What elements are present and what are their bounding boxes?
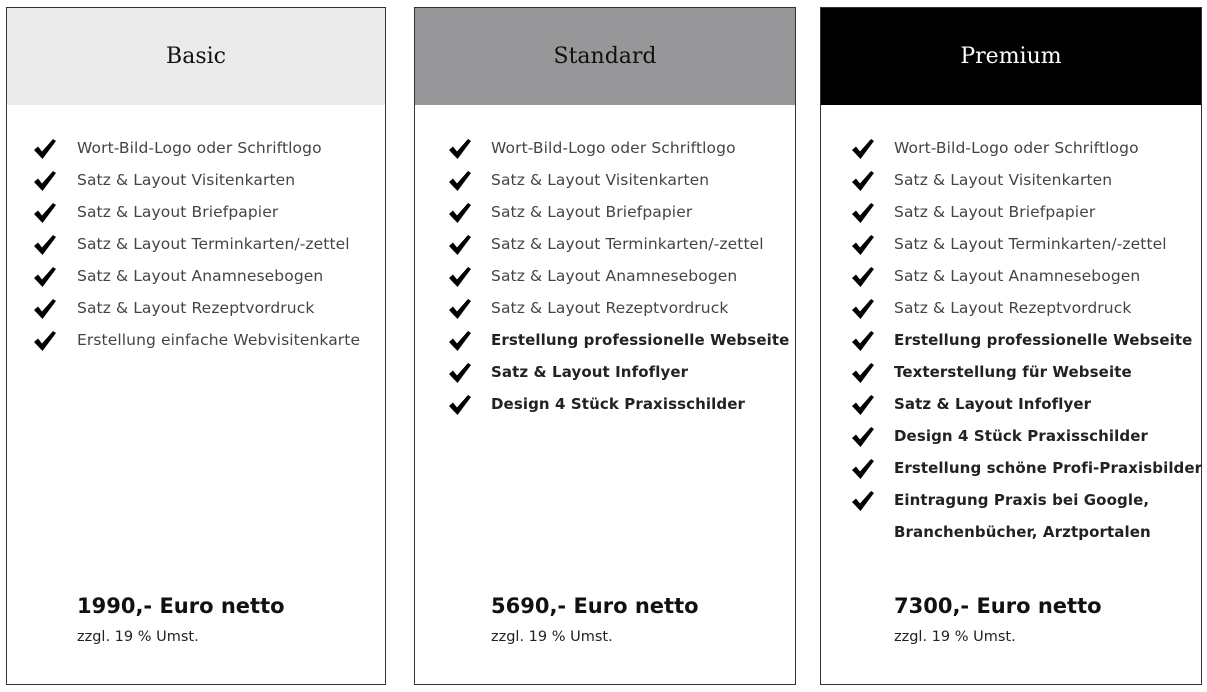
feature-list — [415, 136, 795, 424]
plan-card-basic — [6, 7, 386, 685]
checkmark-icon — [448, 170, 472, 192]
price: 5690,- Euro netto — [491, 594, 699, 618]
checkmark-icon — [33, 170, 57, 192]
feature-item — [7, 264, 385, 296]
checkmark-icon — [448, 266, 472, 288]
feature-list — [7, 136, 385, 360]
checkmark-icon — [851, 170, 875, 192]
plan-title: Premium — [960, 44, 1062, 69]
feature-item — [7, 328, 385, 360]
feature-item — [821, 232, 1201, 264]
feature-item — [821, 328, 1201, 360]
plan-card-standard — [414, 7, 796, 685]
checkmark-icon — [448, 202, 472, 224]
feature-item — [7, 200, 385, 232]
price: 1990,- Euro netto — [77, 594, 285, 618]
checkmark-icon — [851, 298, 875, 320]
plan-title: Standard — [553, 44, 657, 69]
checkmark-icon — [851, 202, 875, 224]
feature-text: Erstellung professionelle Webseite — [894, 331, 1193, 349]
feature-text: Satz & Layout Anamnesebogen — [491, 267, 738, 285]
feature-text: Satz & Layout Visitenkarten — [894, 171, 1113, 189]
feature-item — [821, 136, 1201, 168]
feature-item — [821, 456, 1201, 488]
plan-header — [415, 8, 795, 105]
feature-item — [7, 232, 385, 264]
feature-item — [821, 424, 1201, 456]
feature-text: Satz & Layout Visitenkarten — [491, 171, 710, 189]
feature-item — [415, 168, 795, 200]
feature-item — [7, 136, 385, 168]
feature-item — [821, 360, 1201, 392]
feature-item — [821, 200, 1201, 232]
feature-text: Branchenbücher, Arztportalen — [894, 523, 1151, 541]
checkmark-icon — [33, 330, 57, 352]
checkmark-icon — [851, 266, 875, 288]
feature-text: Eintragung Praxis bei Google, — [894, 491, 1150, 509]
checkmark-icon — [851, 490, 875, 512]
checkmark-icon — [851, 426, 875, 448]
feature-item — [7, 296, 385, 328]
checkmark-icon — [33, 234, 57, 256]
feature-text: Satz & Layout Anamnesebogen — [77, 267, 324, 285]
feature-text: Satz & Layout Visitenkarten — [77, 171, 296, 189]
feature-text: Wort-Bild-Logo oder Schriftlogo — [894, 139, 1139, 157]
feature-text: Satz & Layout Terminkarten/-zettel — [894, 235, 1167, 253]
feature-item — [415, 200, 795, 232]
price: 7300,- Euro netto — [894, 594, 1102, 618]
feature-text: Satz & Layout Infoflyer — [894, 395, 1092, 413]
feature-text: Satz & Layout Rezeptvordruck — [894, 299, 1132, 317]
feature-text: Satz & Layout Infoflyer — [491, 363, 689, 381]
feature-item — [415, 232, 795, 264]
feature-list — [821, 136, 1201, 552]
checkmark-icon — [448, 362, 472, 384]
feature-text: Design 4 Stück Praxisschilder — [894, 427, 1148, 445]
tax-note: zzgl. 19 % Umst. — [77, 629, 199, 645]
feature-text: Satz & Layout Briefpapier — [491, 203, 693, 221]
feature-item — [415, 264, 795, 296]
checkmark-icon — [33, 202, 57, 224]
feature-text: Satz & Layout Terminkarten/-zettel — [77, 235, 350, 253]
feature-item — [415, 360, 795, 392]
feature-text: Erstellung schöne Profi-Praxisbilder — [894, 459, 1203, 477]
checkmark-icon — [851, 138, 875, 160]
feature-item — [415, 328, 795, 360]
checkmark-icon — [33, 266, 57, 288]
tax-note: zzgl. 19 % Umst. — [491, 629, 613, 645]
checkmark-icon — [33, 138, 57, 160]
feature-text: Satz & Layout Terminkarten/-zettel — [491, 235, 764, 253]
feature-text: Satz & Layout Briefpapier — [894, 203, 1096, 221]
feature-text: Wort-Bild-Logo oder Schriftlogo — [77, 139, 322, 157]
feature-text: Erstellung professionelle Webseite — [491, 331, 790, 349]
checkmark-icon — [851, 330, 875, 352]
checkmark-icon — [448, 298, 472, 320]
checkmark-icon — [851, 458, 875, 480]
checkmark-icon — [851, 394, 875, 416]
feature-text: Satz & Layout Rezeptvordruck — [77, 299, 315, 317]
feature-text: Satz & Layout Briefpapier — [77, 203, 279, 221]
feature-text: Texterstellung für Webseite — [894, 363, 1132, 381]
plan-header — [821, 8, 1201, 105]
checkmark-icon — [33, 298, 57, 320]
checkmark-icon — [448, 138, 472, 160]
plan-card-premium — [820, 7, 1202, 685]
feature-text: Design 4 Stück Praxisschilder — [491, 395, 745, 413]
feature-item — [415, 296, 795, 328]
plan-header — [7, 8, 385, 105]
feature-item — [7, 168, 385, 200]
feature-text: Erstellung einfache Webvisitenkarte — [77, 331, 361, 349]
feature-item — [415, 392, 795, 424]
feature-item — [415, 136, 795, 168]
checkmark-icon — [448, 234, 472, 256]
feature-text: Wort-Bild-Logo oder Schriftlogo — [491, 139, 736, 157]
plan-title: Basic — [166, 44, 226, 69]
checkmark-icon — [851, 362, 875, 384]
feature-item — [821, 168, 1201, 200]
checkmark-icon — [448, 394, 472, 416]
checkmark-icon — [851, 234, 875, 256]
feature-text: Satz & Layout Rezeptvordruck — [491, 299, 729, 317]
feature-item-continuation — [821, 520, 1201, 552]
checkmark-icon — [448, 330, 472, 352]
feature-item — [821, 488, 1201, 520]
feature-item — [821, 296, 1201, 328]
feature-item — [821, 264, 1201, 296]
feature-text: Satz & Layout Anamnesebogen — [894, 267, 1141, 285]
feature-item — [821, 392, 1201, 424]
tax-note: zzgl. 19 % Umst. — [894, 629, 1016, 645]
